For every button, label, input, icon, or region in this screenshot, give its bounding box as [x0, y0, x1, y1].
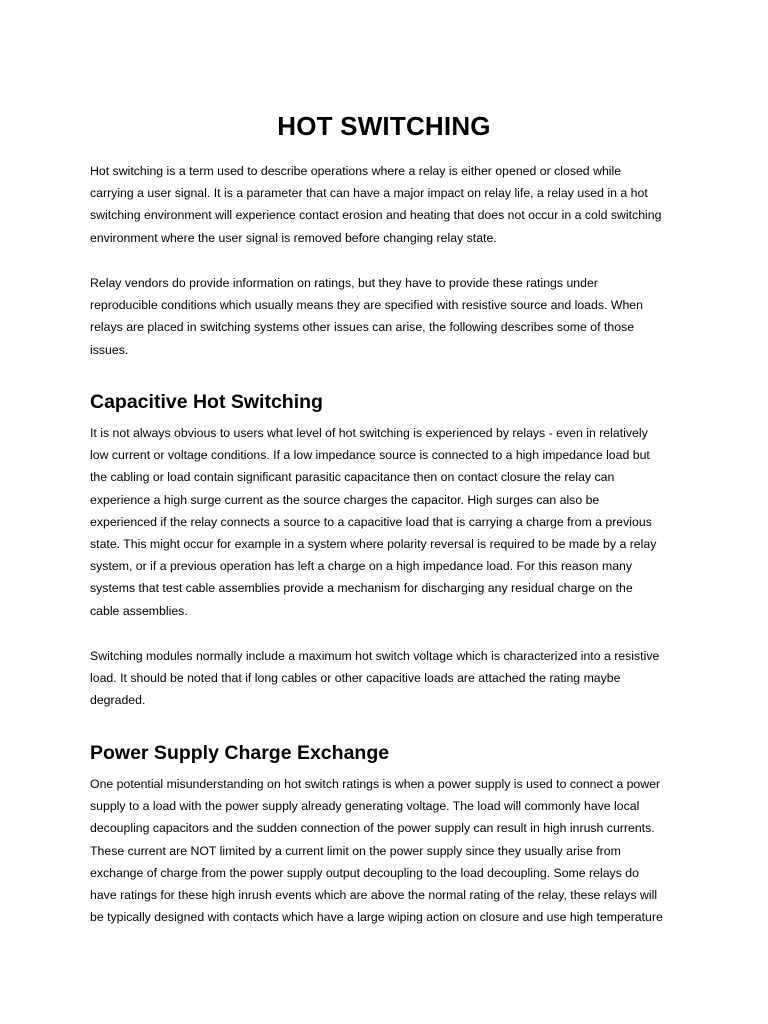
paragraph-line: It is not always obvious to users what level of hot switching is experienced by relays - even in relatively	[90, 426, 648, 440]
paragraph-line: degraded.	[90, 693, 146, 708]
paragraph-line: issues.	[90, 342, 129, 357]
paragraph-line: supply to a load with the power supply already generating voltage. The load will commonly have local	[90, 799, 640, 814]
section-heading-power-supply-charge-exchange: Power Supply Charge Exchange	[90, 742, 390, 764]
paragraph-line: switching environment will experience contact erosion and heating that does not occur in a cold switching	[90, 208, 662, 223]
intro-paragraph-2	[90, 272, 680, 361]
paragraph-line: carrying a user signal. It is a parameter that can have a major impact on relay life, a relay used in a hot	[90, 186, 648, 201]
paragraph-line: state. This might occur for example in a system where polarity reversal is required to be made by a relay	[90, 537, 657, 552]
paragraph-line: be typically designed with contacts which have a large wiping action on closure and use high temperature	[90, 910, 663, 925]
paragraph-line: system, or if a previous operation has left a charge on a high impedance load. For this reason many	[90, 559, 633, 574]
paragraph-line: have ratings for these high inrush events which are above the normal rating of the relay, these relays will	[90, 888, 658, 903]
paragraph-line: systems that test cable assemblies provide a mechanism for discharging any residual charge on the	[90, 581, 633, 596]
capacitive-paragraph-2	[90, 645, 680, 712]
paragraph-line: the cabling or load contain significant parasitic capacitance then on contact closure the relay can	[90, 470, 615, 485]
paragraph-line: cable assemblies.	[90, 603, 188, 618]
paragraph-line: exchange of charge from the power supply output decoupling to the load decoupling. Some relays do	[90, 865, 639, 880]
intro-paragraph-1	[90, 160, 680, 249]
paragraph-line: Switching modules normally include a maximum hot switch voltage which is characterized into a resistive	[90, 649, 660, 663]
document-title: HOT SWITCHING	[277, 111, 491, 142]
paragraph-line: low current or voltage conditions. If a low impedance source is connected to a high impedance load but	[90, 448, 650, 463]
paragraph-line: environment where the user signal is removed before changing relay state.	[90, 230, 497, 245]
paragraph-line: These current are NOT limited by a current limit on the power supply since they usually arise from	[90, 843, 621, 858]
paragraph-line: decoupling capacitors and the sudden connection of the power supply can result in high inrush currents.	[90, 821, 655, 836]
paragraph-line: load. It should be noted that if long cables or other capacitive loads are attached the rating maybe	[90, 671, 621, 686]
paragraph-line: reproducible conditions which usually means they are specified with resistive source and loads. When	[90, 298, 643, 313]
paragraph-line: experience a high surge current as the source charges the capacitor. High surges can also be	[90, 492, 600, 507]
capacitive-paragraph-1	[90, 422, 680, 622]
paragraph-line: Hot switching is a term used to describe operations where a relay is either opened or closed while	[90, 164, 622, 178]
power-supply-paragraph-1	[90, 773, 680, 928]
paragraph-line: experienced if the relay connects a source to a capacitive load that is carrying a charge from a previous	[90, 514, 652, 529]
paragraph-line: relays are placed in switching systems other issues can arise, the following describes some of those	[90, 320, 635, 335]
paragraph-line: One potential misunderstanding on hot switch ratings is when a power supply is used to connect a power	[90, 777, 661, 791]
section-heading-capacitive-hot-switching: Capacitive Hot Switching	[90, 391, 323, 413]
paragraph-line: Relay vendors do provide information on ratings, but they have to provide these ratings under	[90, 276, 598, 290]
